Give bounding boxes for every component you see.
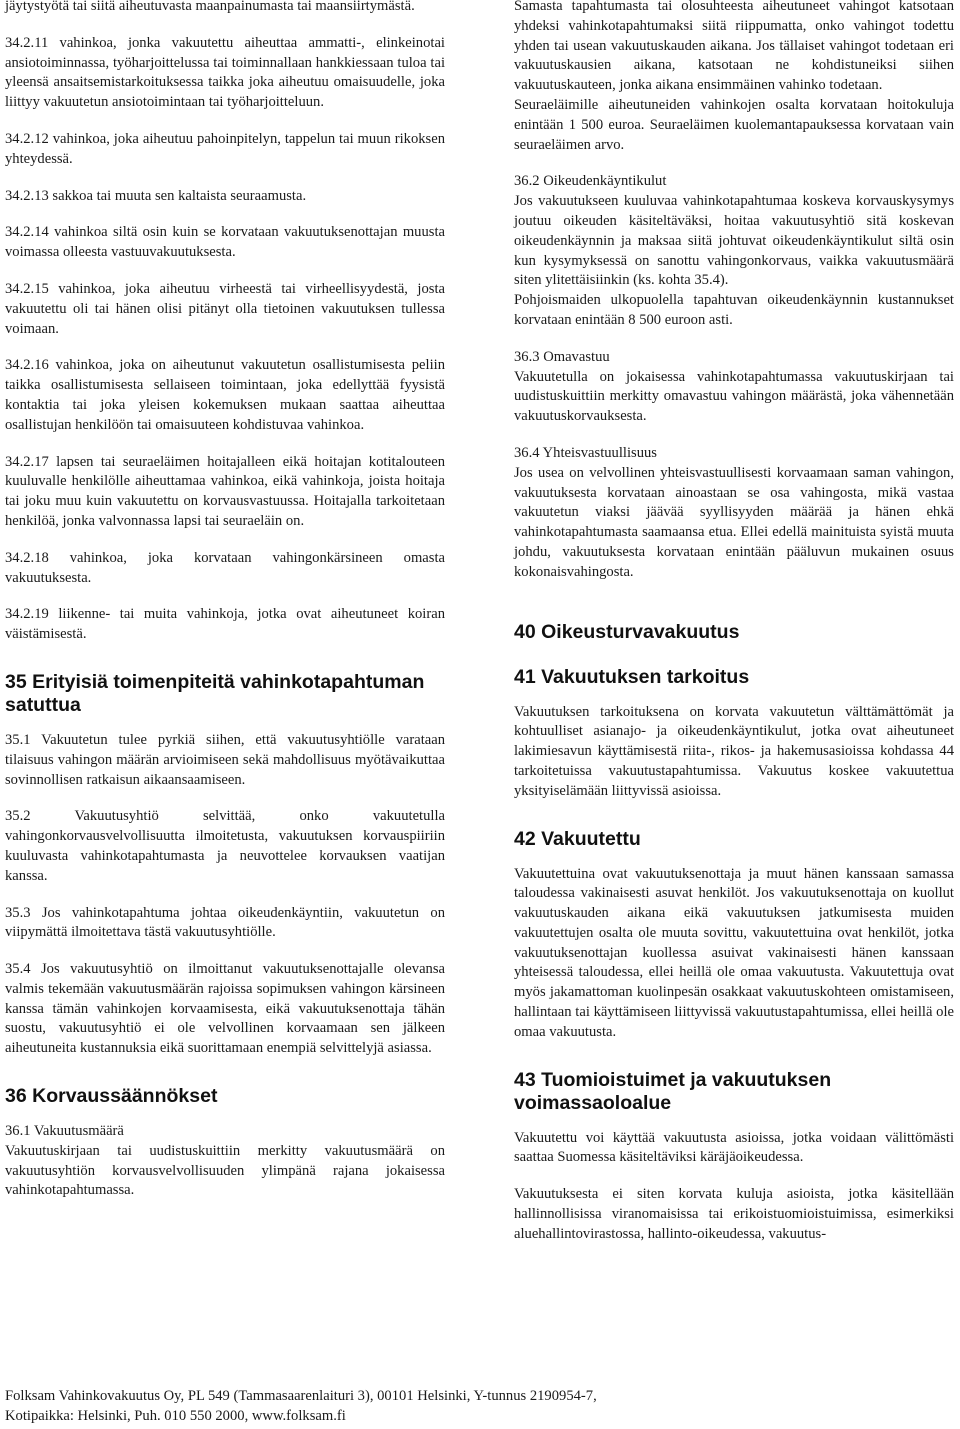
right-column: [514, 0, 954, 1245]
subheading-36-3: 36.3 Omavastuu: [514, 348, 610, 365]
paragraph-35-3: 35.3 Jos vahinkotapahtuma johtaa oikeudenkäyntiin, vakuutetun on viipymättä ilmoitettava tästä vakuutusyhtiölle.: [5, 904, 445, 941]
paragraph-43: Vakuutettu voi käyttää vakuutusta asioissa, jotka voidaan välittömästi saattaa Suomessa käsiteltäviksi käräjäoikeudessa.: [514, 1129, 954, 1166]
paragraph-35-4: 35.4 Jos vakuutusyhtiö on ilmoittanut vakuutuksenottajalle olevansa valmis tekemään vakuutusmäärän rajoissa sopimuksen vahingon kärsineen kanssa tämän vahinkojen korvaamisesta, eikä vakuutuksenottaja tähän suostu, vakuutusyhtiö ei ole velvollinen korvaamaan sen jälkeen aiheutuneita kustannuksia eikä suorittamaan enempiä selvittelyjä asiassa.: [5, 961, 445, 1057]
heading-35: 35 Erityisiä toimenpiteitä vahinkotapahtuman satuttua: [5, 670, 425, 716]
subheading-36-4: 36.4 Yhteisvastuullisuus: [514, 444, 657, 461]
paragraph-34-2-16: 34.2.16 vahinkoa, joka on aiheutunut vakuutetun osallistumisesta peliin taikka osallistumisesta sellaiseen toimintaan, joka edellyttää fyysistä kontaktia tai joka yleisen kokemuksen mukaan saattaa aiheuttaa osallistujan henkilöön tai omaisuuteen kohdistuvaa vahinkoa.: [5, 357, 445, 433]
left-column: [5, 0, 445, 1201]
paragraph-intro: jäytystyötä tai siitä aiheutuvasta maanpainumasta tai maansiirtymästä.: [5, 0, 415, 14]
paragraph-43b: Vakuutuksesta ei siten korvata kuluja asioista, jotka käsitellään hallinnollisissa viranomaisissa tai erikoistuomioistuimissa, esimerkiksi aluehallintovirastossa, hallinto-oikeudessa, vakuutus-: [514, 1186, 954, 1242]
heading-36: 36 Korvaussäännökset: [5, 1085, 218, 1108]
subheading-36-1: 36.1 Vakuutusmäärä: [5, 1123, 124, 1140]
paragraph-34-2-17: 34.2.17 lapsen tai seuraeläimen hoitajalleen eikä hoitajan kotitalouteen kuuluvalle henkilölle aiheuttamaa vahinkoa, eikä vahinkoja, joista hoitaja tai joku muu kuin vakuutettu on korvausvastuussa. Hoitajalla tarkoitetaan henkilöä, jonka valvonnassa lapsi tai seuraeläin on.: [5, 453, 445, 529]
paragraph-34-2-15: 34.2.15 vahinkoa, joka aiheutuu virheestä tai virheellisyydestä, josta vakuutettu oli tai hänen olisi pitänyt olla tietoinen vakuutuksen tullessa voimaan.: [5, 280, 445, 337]
paragraph-34-2-11: 34.2.11 vahinkoa, jonka vakuutettu aiheuttaa ammatti-, elinkeinotai ansiotoiminnassa, työharjoittelussa tai toiminnallaan hankkiessaan tuloa tai yleensä ansaitsemistarkoituksessa taikka joka aiheutuu omaisuudelle, joka liittyy vakuutetun ansiotoimintaan tai työharjoitteluun.: [5, 34, 445, 111]
heading-43: 43 Tuomioistuimet ja vakuutuksen voimassaoloalue: [514, 1068, 832, 1114]
paragraph-36-4: Jos usea on velvollinen yhteisvastuullisesti korvaamaan saman vahingon, vakuutuksesta korvataan ainoastaan se osa vahingosta, mikä vastaa vakuutetun viaksi jäävää syyllisyyden määrää ja hänen ehkä vahinkotapahtumasta saamaansa etua. Ellei edellä mainituista syistä muuta johdu, vakuutuksesta korvataan enintään pääluvun mukainen osuus kokonaisvahingosta.: [514, 464, 954, 580]
paragraph-34-2-19: 34.2.19 liikenne- tai muita vahinkoja, jotka ovat aiheutuneet koiran väistämisestä.: [5, 606, 445, 643]
footer: [5, 1386, 935, 1426]
paragraph-42: Vakuutettuina ovat vakuutuksenottaja ja muut hänen kanssaan samassa taloudessa vakinaisesti asuvat henkilöt. Jos vakuutuksenottaja on kuollut vakuutuskauden aikana eikä vakuutuksen jatkumisesta muiden vakuutettujen osalta ole muuta sovittu, vakuutettuina ovat henkilöt, jotka vakuutuksenottajan kuollessa asuivat vakinaisesti hänen kanssaan yhteisessä taloudessa, ellei heillä ole omaa vakuutusta. Vakuutettuja ovat myös jakamattoman kuolinpesän osakkaat vakuutuskohteen omistamiseen, hallintaan tai käyttämiseen liittyvissä vakuutustapahtumissa, ellei heillä ole omaa vakuutusta.: [514, 865, 954, 1040]
paragraph-35-1: 35.1 Vakuutetun tulee pyrkiä siihen, että vakuutusyhtiölle varataan tilaisuus vahingon määrän arvioimiseen sekä mahdollisuus myötävaikuttaa sovinnollisen ratkaisun aikaansaamiseen.: [5, 731, 445, 788]
paragraph-34-2-13: 34.2.13 sakkoa tai muuta sen kaltaista seuraamusta.: [5, 187, 307, 204]
subheading-36-2: 36.2 Oikeudenkäyntikulut: [514, 173, 667, 190]
heading-41: 41 Vakuutuksen tarkoitus: [514, 665, 750, 688]
paragraph-34-2-14: 34.2.14 vahinkoa siltä osin kuin se korvataan vakuutuksenottajan muusta voimassa olleesta vastuuvakuutuksesta.: [5, 224, 445, 261]
paragraph-34-2-12: 34.2.12 vahinkoa, joka aiheutuu pahoinpitelyn, tappelun tai muun rikoksen yhteydessä.: [5, 130, 445, 167]
paragraph-36-1: Vakuutuskirjaan tai uudistuskuittiin merkitty vakuutusmäärä on vakuutusyhtiön korvausvelvollisuuden ylimpänä rajana jokaisessa vahinkotapahtumassa.: [5, 1142, 445, 1199]
paragraph-34-2-18: 34.2.18 vahinkoa, joka korvataan vahingonkärsineen omasta vakuutuksesta.: [5, 549, 445, 586]
paragraph-41: Vakuutuksen tarkoituksena on korvata vakuutetun välttämättömät ja kohtuulliset asianajo- ja oikeudenkäyntikulut, jotka ovat aiheutuneet lakimiesavun käyttämisestä riita-, rikos- ja hakemusasioissa kohdassa 44 tarkoitetuissa vakuutustapahtumissa. Vakuutus koskee vakuutettua yksityiselämään liittyvissä asioissa.: [514, 703, 954, 799]
footer-contact-line: Kotipaikka: Helsinki, Puh. 010 550 2000, www.folksam.fi: [5, 1408, 346, 1424]
paragraph-36-2: Jos vakuutukseen kuuluvaa vahinkotapahtumaa koskeva korvauskysymys joutuu oikeuden käsiteltäväksi, hoitaa vakuutusyhtiö sitä koskevan oikeudenkäynnin ja maksaa siitä johtuvat oikeudenkäyntikulut siltä osin kun kysymyksessä on sanottu vahingonkorvaus, vaikka vakuutusmäärä siten ylitettäisiinkin (ks. kohta 35.4).: [514, 193, 954, 289]
heading-42: 42 Vakuutettu: [514, 827, 641, 850]
paragraph-continuation: Samasta tapahtumasta tai olosuhteesta aiheutuneet vahingot katsotaan yhdeksi vahinkotapahtumaksi siitä riippumatta, onko vahingot todettu yhden tai usean vakuutuskauden aikana. Jos tällaiset vahingot todetaan eri vakuutuskausien aikana, katsotaan ne kohdistuneiksi siihen vakuutuskauteen, jonka aikana ensimmäinen vahinko todetaan.: [514, 0, 954, 94]
paragraph-36-2b: Pohjoismaiden ulkopuolella tapahtuvan oikeudenkäynnin kustannukset korvataan enintään 8 500 euroon asti.: [514, 292, 954, 328]
paragraph-pets: Seuraeläimille aiheutuneiden vahinkojen osalta korvataan hoitokuluja enintään 1 500 euroa. Seuraeläimen kuolemantapauksessa korvataan vain seuraeläimen arvo.: [514, 96, 954, 153]
paragraph-35-2: 35.2 Vakuutusyhtiö selvittää, onko vakuutetulla vahingonkorvausvelvollisuutta ilmoitetusta, vakuutuksen korvauspiiriin kuuluvasta vahinkotapahtumasta ja neuvottelee korvauksen vaatijan kanssa.: [5, 808, 445, 884]
footer-company-line: Folksam Vahinkovakuutus Oy, PL 549 (Tammasaarenlaituri 3), 00101 Helsinki, Y-tunnus 2190954-7,: [5, 1388, 597, 1404]
paragraph-36-3: Vakuutetulla on jokaisessa vahinkotapahtumassa vakuutuskirjaan tai uudistuskuittiin merkitty omavastuu vahingon määrästä, joka vähennetään vakuutuskorvauksesta.: [514, 368, 954, 425]
heading-40: 40 Oikeusturvavakuutus: [514, 620, 740, 643]
